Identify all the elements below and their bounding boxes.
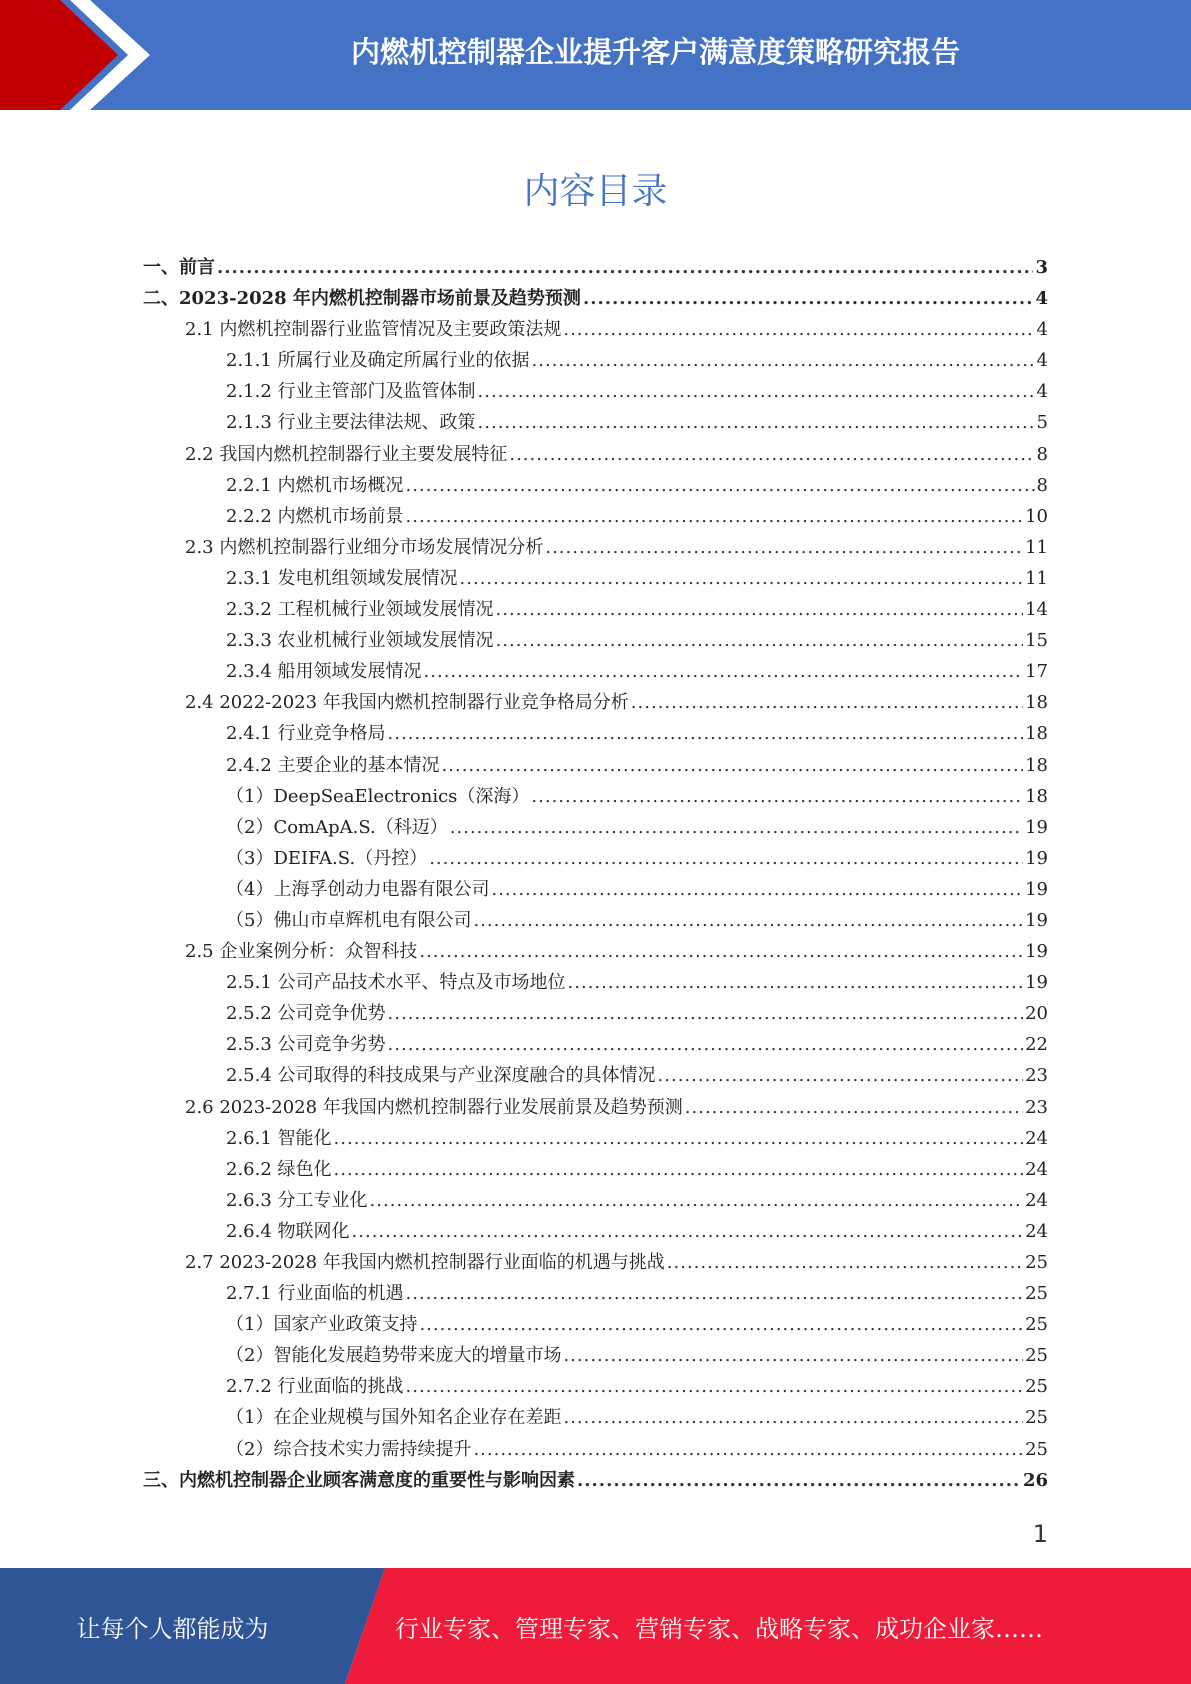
toc-entry-title: 2.3.4 船用领域发展情况: [226, 661, 422, 683]
toc-entry-page: 5: [1036, 412, 1048, 434]
toc-entry-page: 4: [1036, 381, 1048, 403]
toc-entry[interactable]: [143, 1310, 1048, 1341]
toc-leader-dots: [658, 1065, 1024, 1086]
toc-entry-page: 18: [1025, 754, 1048, 776]
toc-entry[interactable]: [143, 471, 1048, 502]
toc-entry-title: 2.2 我国内燃机控制器行业主要发展特征: [185, 443, 508, 465]
toc-leader-dots: [563, 1407, 1023, 1428]
toc-entry-title: 2.2.1 内燃机市场概况: [226, 474, 404, 496]
toc-entry-title: 2.6.4 物联网化: [226, 1220, 350, 1242]
toc-entry-title: 2.2.2 内燃机市场前景: [226, 505, 404, 527]
toc-entry-title: 2.6 2023-2028 年我国内燃机控制器行业发展前景及趋势预测: [185, 1096, 683, 1118]
toc-entry[interactable]: [143, 813, 1048, 844]
toc-entry[interactable]: [143, 1372, 1048, 1403]
toc-entry[interactable]: [143, 533, 1048, 564]
toc-leader-dots: [419, 941, 1023, 962]
toc-entry-page: 10: [1025, 505, 1048, 527]
toc-entry[interactable]: [143, 1155, 1048, 1186]
toc-entry[interactable]: [143, 502, 1048, 533]
toc-leader-dots: [509, 444, 1034, 465]
toc-entry-page: 11: [1025, 536, 1048, 558]
toc-entry[interactable]: [143, 1124, 1048, 1155]
toc-entry-page: 25: [1025, 1314, 1048, 1336]
toc-entry[interactable]: [143, 751, 1048, 782]
toc-leader-dots: [419, 1314, 1023, 1335]
toc-entry[interactable]: [143, 1279, 1048, 1310]
toc-entry-page: 19: [1025, 909, 1048, 931]
page-number: 1: [1032, 1520, 1048, 1548]
toc-entry[interactable]: [143, 440, 1048, 471]
toc-leader-dots: [370, 1190, 1024, 1211]
toc-leader-dots: [563, 319, 1034, 340]
toc-leader-dots: [496, 630, 1024, 651]
toc-entry-title: 2.6.1 智能化: [226, 1127, 332, 1149]
toc-entry-title: 2.5.4 公司取得的科技成果与产业深度融合的具体情况: [226, 1065, 656, 1087]
toc-entry-page: 18: [1025, 692, 1048, 714]
toc-entry[interactable]: [143, 906, 1048, 937]
toc-entry-title: 2.4.2 主要企业的基本情况: [226, 754, 440, 776]
toc-entry[interactable]: [143, 595, 1048, 626]
toc-entry[interactable]: [143, 1186, 1048, 1217]
toc-entry-title: （5）佛山市卓辉机电有限公司: [226, 909, 472, 931]
toc-leader-dots: [577, 1470, 1021, 1491]
toc-leader-dots: [478, 412, 1035, 433]
toc-entry-title: 2.7.1 行业面临的机遇: [226, 1283, 404, 1305]
table-of-contents: [143, 253, 1048, 1497]
toc-entry-title: （1）在企业规模与国外知名企业存在差距: [226, 1407, 562, 1429]
toc-entry-page: 25: [1025, 1252, 1048, 1273]
toc-entry-title: 2.3.1 发电机组领域发展情况: [226, 567, 458, 589]
toc-leader-dots: [532, 350, 1035, 371]
toc-entry-page: 15: [1025, 630, 1048, 652]
toc-entry-page: 4: [1036, 319, 1048, 341]
page-header: [0, 0, 1191, 110]
toc-entry-page: 19: [1025, 941, 1048, 963]
toc-entry-page: 8: [1036, 443, 1048, 465]
toc-entry-page: 24: [1025, 1189, 1048, 1211]
toc-leader-dots: [583, 288, 1034, 309]
toc-entry-title: 一、前言: [143, 257, 215, 278]
toc-entry[interactable]: [143, 626, 1048, 657]
toc-leader-dots: [406, 1376, 1024, 1397]
toc-leader-dots: [667, 1252, 1023, 1273]
toc-leader-dots: [478, 381, 1035, 402]
toc-leader-dots: [531, 786, 1023, 807]
toc-leader-dots: [406, 475, 1035, 496]
toc-entry-title: 2.3 内燃机控制器行业细分市场发展情况分析: [185, 536, 544, 558]
toc-entry[interactable]: [143, 1403, 1048, 1434]
toc-entry-page: 4: [1035, 288, 1048, 310]
toc-entry-page: 18: [1025, 785, 1048, 807]
toc-entry-title: （3）DEIFA.S.（丹控）: [226, 847, 428, 869]
toc-entry-title: 2.6.2 绿色化: [226, 1158, 332, 1180]
toc-leader-dots: [473, 910, 1023, 931]
toc-entry-title: （2）ComApA.S.（科迈）: [226, 816, 448, 838]
toc-leader-dots: [424, 661, 1024, 682]
toc-leader-dots: [406, 506, 1024, 527]
toc-leader-dots: [450, 817, 1023, 838]
toc-entry-title: 三、内燃机控制器企业顾客满意度的重要性与影响因素: [143, 1469, 575, 1491]
toc-entry-page: 19: [1025, 816, 1048, 838]
toc-leader-dots: [406, 1283, 1024, 1304]
toc-entry-page: 23: [1025, 1065, 1048, 1087]
footer-slogan-right: 行业专家、管理专家、营销专家、战略专家、成功企业家……: [395, 1614, 1043, 1643]
toc-entry-title: 2.6.3 分工专业化: [226, 1189, 368, 1211]
toc-entry-title: 2.4.1 行业竞争格局: [226, 723, 386, 745]
toc-entry[interactable]: [143, 844, 1048, 875]
toc-entry-page: 20: [1025, 1003, 1048, 1025]
toc-entry[interactable]: [143, 1248, 1048, 1279]
footer-slogan-left: 让每个人都能成为: [76, 1614, 269, 1643]
toc-entry[interactable]: [143, 1030, 1048, 1061]
toc-leader-dots: [352, 1221, 1024, 1242]
toc-entry-title: （1）DeepSeaElectronics（深海）: [226, 785, 530, 807]
toc-entry-page: 25: [1025, 1438, 1048, 1460]
toc-entry[interactable]: [143, 1435, 1048, 1466]
toc-entry[interactable]: [143, 1093, 1048, 1124]
toc-entry-page: 17: [1025, 661, 1048, 683]
toc-entry-page: 22: [1025, 1034, 1048, 1056]
toc-entry-page: 4: [1036, 350, 1048, 372]
toc-entry-page: 24: [1025, 1158, 1048, 1180]
toc-entry-page: 19: [1025, 847, 1048, 869]
toc-entry-title: 2.5.2 公司竞争优势: [226, 1003, 386, 1025]
toc-entry[interactable]: [143, 1341, 1048, 1372]
toc-entry-page: 26: [1022, 1469, 1048, 1491]
toc-leader-dots: [334, 1128, 1024, 1149]
toc-entry[interactable]: [143, 968, 1048, 999]
toc-entry-title: 2.1.2 行业主管部门及监管体制: [226, 381, 476, 403]
toc-leader-dots: [442, 755, 1024, 776]
toc-entry-title: 2.3.3 农业机械行业领域发展情况: [226, 630, 494, 652]
toc-entry-title: 2.5.3 公司竞争劣势: [226, 1034, 386, 1056]
toc-entry-page: 19: [1025, 972, 1048, 994]
toc-leader-dots: [545, 537, 1023, 558]
toc-leader-dots: [217, 257, 1033, 278]
toc-entry-title: 2.3.2 工程机械行业领域发展情况: [226, 599, 494, 621]
toc-entry-page: 25: [1025, 1345, 1048, 1367]
toc-entry-page: 19: [1025, 878, 1048, 900]
toc-entry[interactable]: [143, 377, 1048, 408]
toc-entry-title: 二、2023-2028 年内燃机控制器市场前景及趋势预测: [143, 288, 581, 310]
toc-entry[interactable]: [143, 719, 1048, 750]
toc-leader-dots: [473, 1439, 1023, 1460]
toc-entry[interactable]: [143, 1061, 1048, 1092]
toc-entry-page: 24: [1025, 1220, 1048, 1242]
toc-leader-dots: [685, 1097, 1023, 1118]
toc-entry-page: 23: [1025, 1096, 1048, 1118]
toc-entry[interactable]: [143, 408, 1048, 439]
toc-entry[interactable]: [143, 999, 1048, 1030]
toc-entry[interactable]: [143, 564, 1048, 595]
toc-entry-title: 2.5 企业案例分析：众智科技: [185, 941, 418, 963]
toc-entry-page: 25: [1025, 1376, 1048, 1398]
toc-entry[interactable]: [143, 937, 1048, 968]
toc-leader-dots: [388, 1034, 1024, 1055]
toc-leader-dots: [563, 1345, 1023, 1366]
toc-entry[interactable]: [143, 782, 1048, 813]
toc-entry-page: 24: [1025, 1127, 1048, 1149]
toc-entry-page: 8: [1036, 474, 1048, 496]
toc-entry-title: 2.7.2 行业面临的挑战: [226, 1376, 404, 1398]
toc-entry[interactable]: [143, 284, 1048, 315]
toc-leader-dots: [388, 1003, 1024, 1024]
toc-entry[interactable]: [143, 253, 1048, 284]
toc-entry[interactable]: [143, 315, 1048, 346]
toc-entry-title: （1）国家产业政策支持: [226, 1314, 418, 1336]
toc-entry[interactable]: [143, 346, 1048, 377]
toc-entry-page: 25: [1025, 1407, 1048, 1429]
toc-entry-title: 2.5.1 公司产品技术水平、特点及市场地位: [226, 972, 566, 994]
toc-entry[interactable]: [143, 657, 1048, 688]
toc-entry-title: 2.1.3 行业主要法律法规、政策: [226, 412, 476, 434]
toc-entry-title: 2.1 内燃机控制器行业监管情况及主要政策法规: [185, 319, 562, 341]
toc-leader-dots: [568, 972, 1024, 993]
report-title: 内燃机控制器企业提升客户满意度策略研究报告: [350, 34, 960, 69]
toc-entry[interactable]: [143, 688, 1048, 719]
toc-entry-title: （2）智能化发展趋势带来庞大的增量市场: [226, 1345, 562, 1367]
toc-entry-page: 11: [1025, 567, 1048, 589]
toc-entry[interactable]: [143, 1466, 1048, 1497]
toc-entry-page: 3: [1035, 257, 1048, 278]
toc-entry-page: 18: [1025, 723, 1048, 745]
toc-entry-title: 2.4 2022-2023 年我国内燃机控制器行业竞争格局分析: [185, 692, 629, 714]
page-footer: [0, 1568, 1191, 1684]
toc-entry[interactable]: [143, 875, 1048, 906]
toc-leader-dots: [631, 692, 1023, 713]
toc-entry-title: 2.1.1 所属行业及确定所属行业的依据: [226, 350, 530, 372]
toc-leader-dots: [496, 599, 1024, 620]
toc-leader-dots: [429, 848, 1023, 869]
toc-leader-dots: [460, 568, 1024, 589]
toc-leader-dots: [388, 723, 1024, 744]
toc-heading: 内容目录: [523, 171, 668, 212]
toc-leader-dots: [334, 1159, 1024, 1180]
toc-entry-title: 2.7 2023-2028 年我国内燃机控制器行业面临的机遇与挑战: [185, 1252, 665, 1273]
toc-entry-page: 14: [1025, 599, 1048, 621]
toc-leader-dots: [491, 879, 1023, 900]
toc-entry-page: 25: [1025, 1283, 1048, 1305]
toc-entry-title: （4）上海孚创动力电器有限公司: [226, 878, 490, 900]
toc-entry-title: （2）综合技术实力需持续提升: [226, 1438, 472, 1460]
toc-entry[interactable]: [143, 1217, 1048, 1248]
